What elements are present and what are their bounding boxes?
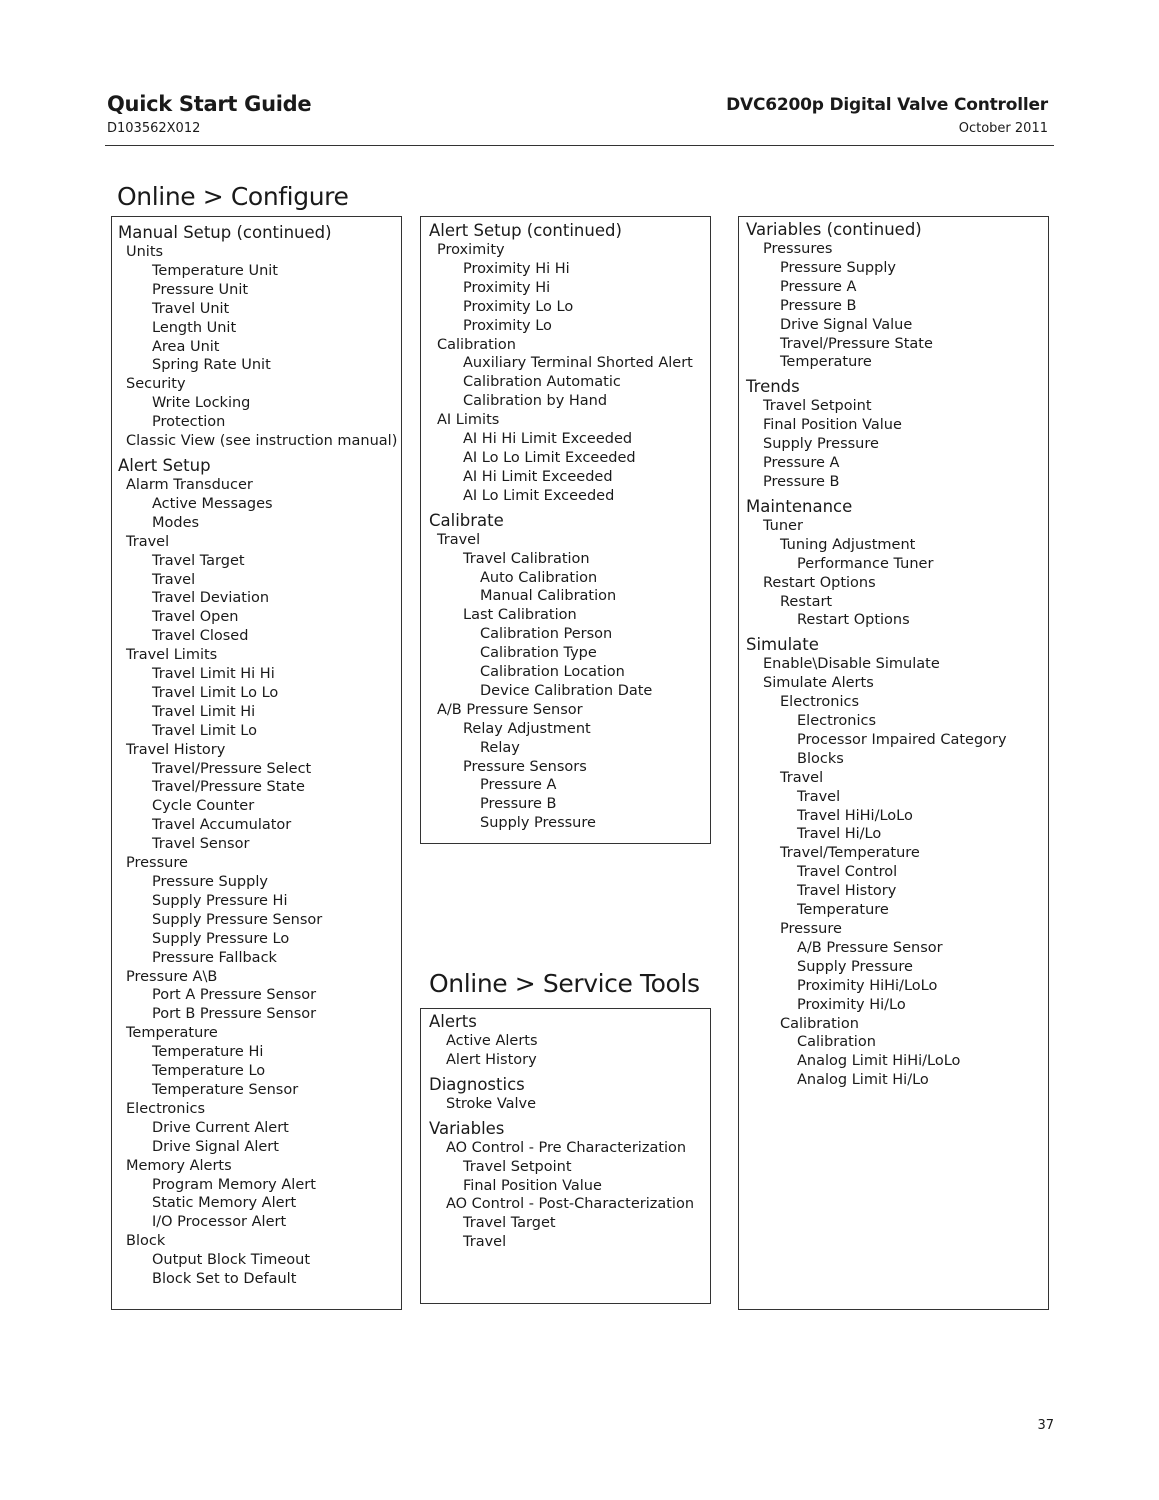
menu-item: Static Memory Alert bbox=[152, 1195, 297, 1212]
menu-item: A/B Pressure Sensor bbox=[437, 701, 583, 718]
menu-item: Travel Setpoint bbox=[463, 1158, 572, 1175]
menu-item: Last Calibration bbox=[463, 607, 577, 624]
menu-item: Program Memory Alert bbox=[152, 1176, 316, 1193]
menu-item: Port B Pressure Sensor bbox=[152, 1006, 317, 1023]
menu-item: Travel bbox=[780, 769, 824, 786]
menu-item: Supply Pressure bbox=[763, 436, 879, 453]
menu-item: Travel bbox=[126, 533, 170, 550]
menu-item: Auto Calibration bbox=[480, 569, 598, 586]
menu-item: Travel History bbox=[126, 741, 226, 758]
menu-item: Travel History bbox=[797, 883, 897, 900]
menu-item: Length Unit bbox=[152, 319, 237, 336]
menu-item: Relay Adjustment bbox=[463, 720, 591, 737]
menu-item: Travel Limit Lo Lo bbox=[152, 684, 279, 701]
header-divider bbox=[105, 145, 1054, 146]
menu-item: Travel Hi/Lo bbox=[797, 826, 882, 843]
menu-item: Travel bbox=[463, 1234, 507, 1251]
menu-item: Travel HiHi/LoLo bbox=[797, 807, 913, 824]
menu-item: Travel Calibration bbox=[463, 550, 590, 567]
menu-item: Temperature bbox=[797, 902, 889, 919]
menu-item: Stroke Valve bbox=[446, 1095, 537, 1112]
product-name: DVC6200p Digital Valve Controller bbox=[726, 95, 1048, 115]
menu-heading: Alert Setup (continued) bbox=[429, 221, 622, 240]
configure-panel-variables-simulate bbox=[738, 216, 1049, 1310]
menu-item: Calibration Type bbox=[480, 645, 597, 662]
menu-item: Alarm Transducer bbox=[126, 476, 253, 493]
menu-item: Calibration bbox=[797, 1034, 876, 1051]
service-tools-section-title: Online > Service Tools bbox=[429, 969, 700, 998]
menu-item: Auxiliary Terminal Shorted Alert bbox=[463, 355, 693, 372]
menu-item: AI Lo Limit Exceeded bbox=[463, 487, 615, 504]
menu-item: Travel/Pressure Select bbox=[152, 760, 312, 777]
menu-item: Travel Limit Lo bbox=[152, 722, 257, 739]
menu-heading: Calibrate bbox=[429, 510, 504, 530]
configure-panel-manual-alert-setup bbox=[111, 216, 402, 1310]
menu-item: Enable\Disable Simulate bbox=[763, 656, 940, 673]
menu-item: Travel/Pressure State bbox=[780, 335, 933, 352]
menu-item: Pressure Sensors bbox=[463, 758, 587, 775]
menu-item: Pressure Supply bbox=[152, 874, 268, 890]
menu-item: Final Position Value bbox=[763, 417, 902, 434]
menu-item: Proximity Lo Lo bbox=[463, 298, 574, 315]
menu-item: Travel bbox=[797, 788, 841, 805]
menu-item: Travel/Temperature bbox=[780, 845, 920, 862]
menu-item: Analog Limit HiHi/LoLo bbox=[797, 1053, 961, 1070]
menu-item: Port A Pressure Sensor bbox=[152, 987, 317, 1004]
menu-item: Calibration Automatic bbox=[463, 374, 621, 391]
menu-item: Pressure B bbox=[480, 796, 557, 813]
menu-item: Spring Rate Unit bbox=[152, 357, 271, 374]
menu-item: Processor Impaired Category bbox=[797, 731, 1007, 748]
menu-item: Restart bbox=[780, 593, 833, 610]
menu-item: Calibration bbox=[780, 1015, 859, 1032]
menu-item: Travel Control bbox=[797, 864, 898, 881]
menu-heading: Variables (continued) bbox=[746, 220, 922, 239]
document-title: Quick Start Guide bbox=[107, 92, 312, 116]
menu-item: Travel Deviation bbox=[152, 590, 270, 607]
menu-item: Travel Unit bbox=[152, 300, 230, 317]
menu-item: Final Position Value bbox=[463, 1177, 602, 1194]
document-date: October 2011 bbox=[958, 121, 1048, 136]
page-number: 37 bbox=[1037, 1418, 1054, 1433]
menu-item: Pressure Unit bbox=[152, 281, 249, 298]
menu-item: Restart Options bbox=[763, 574, 876, 591]
menu-item: Temperature Lo bbox=[152, 1063, 266, 1080]
menu-item: Supply Pressure Lo bbox=[152, 930, 290, 947]
menu-item: A/B Pressure Sensor bbox=[797, 939, 943, 956]
menu-item: Temperature Sensor bbox=[152, 1081, 299, 1098]
menu-item: AI Limits bbox=[437, 412, 500, 429]
menu-item: Calibration bbox=[437, 336, 516, 353]
menu-item: Area Unit bbox=[152, 338, 220, 355]
menu-item: Proximity bbox=[437, 242, 505, 258]
menu-item: AO Control - Post-Characterization bbox=[446, 1196, 695, 1213]
menu-item: Cycle Counter bbox=[152, 798, 255, 815]
menu-item: Output Block Timeout bbox=[152, 1252, 311, 1269]
menu-item: Travel Target bbox=[152, 552, 245, 569]
menu-item: Active Messages bbox=[152, 495, 273, 512]
menu-item: Travel Target bbox=[463, 1215, 556, 1232]
menu-item: Travel Open bbox=[152, 609, 239, 626]
menu-heading: Manual Setup (continued) bbox=[118, 223, 332, 242]
menu-item: Simulate Alerts bbox=[763, 675, 874, 692]
menu-heading: Maintenance bbox=[746, 496, 853, 516]
menu-item: Tuner bbox=[763, 517, 803, 534]
menu-item: Tuning Adjustment bbox=[780, 536, 916, 553]
menu-item: Relay bbox=[480, 739, 520, 756]
menu-item: Pressure Supply bbox=[780, 259, 896, 276]
menu-item: Classic View (see instruction manual) bbox=[126, 433, 398, 450]
menu-item: Travel Sensor bbox=[152, 836, 250, 853]
menu-item: Modes bbox=[152, 514, 200, 531]
menu-heading: Variables bbox=[429, 1118, 505, 1138]
menu-heading: Alerts bbox=[429, 1012, 477, 1031]
menu-item: Pressures bbox=[763, 241, 833, 257]
menu-item: Travel Limit Hi Hi bbox=[152, 666, 275, 683]
menu-item: Alert History bbox=[446, 1051, 537, 1068]
menu-item: AI Lo Lo Limit Exceeded bbox=[463, 449, 636, 466]
menu-heading: Diagnostics bbox=[429, 1074, 525, 1094]
menu-item: Electronics bbox=[780, 694, 860, 711]
menu-item: Proximity Lo bbox=[463, 317, 552, 334]
menu-item: Travel bbox=[437, 531, 481, 548]
menu-item: Pressure Fallback bbox=[152, 949, 277, 966]
configure-section-title: Online > Configure bbox=[117, 182, 349, 211]
menu-heading: Alert Setup bbox=[118, 455, 211, 475]
menu-item: Restart Options bbox=[797, 612, 910, 629]
menu-item: Device Calibration Date bbox=[480, 682, 653, 699]
menu-heading: Simulate bbox=[746, 635, 819, 655]
menu-item: Electronics bbox=[797, 713, 877, 730]
menu-item: Memory Alerts bbox=[126, 1157, 232, 1174]
menu-item: Supply Pressure bbox=[480, 815, 596, 832]
menu-item: Analog Limit Hi/Lo bbox=[797, 1072, 929, 1089]
menu-item: Travel Limits bbox=[126, 647, 218, 664]
menu-item: I/O Processor Alert bbox=[152, 1214, 287, 1231]
menu-item: Proximity HiHi/LoLo bbox=[797, 977, 938, 994]
document-number: D103562X012 bbox=[107, 121, 201, 136]
menu-item: Proximity Hi Hi bbox=[463, 260, 570, 277]
menu-item: Pressure A bbox=[480, 777, 557, 794]
service-tools-panel bbox=[420, 1008, 711, 1304]
menu-item: Temperature Hi bbox=[152, 1044, 264, 1061]
menu-item: Protection bbox=[152, 414, 226, 431]
menu-item: Security bbox=[126, 376, 186, 393]
menu-item: AI Hi Hi Limit Exceeded bbox=[463, 431, 633, 448]
menu-item: Travel Setpoint bbox=[763, 398, 872, 415]
menu-item: Travel Limit Hi bbox=[152, 703, 256, 720]
menu-item: Pressure A\B bbox=[126, 968, 218, 985]
menu-item: Drive Current Alert bbox=[152, 1119, 289, 1136]
menu-item: Pressure A bbox=[763, 455, 840, 472]
menu-item: Calibration Person bbox=[480, 626, 613, 643]
menu-item: Write Locking bbox=[152, 395, 251, 412]
menu-item: Electronics bbox=[126, 1100, 206, 1117]
menu-tree bbox=[746, 219, 1007, 1090]
menu-item: Travel Accumulator bbox=[152, 817, 292, 834]
menu-item: Pressure A bbox=[780, 278, 857, 295]
menu-item: AI Hi Limit Exceeded bbox=[463, 468, 613, 485]
menu-item: Temperature Unit bbox=[152, 262, 278, 279]
menu-item: Travel bbox=[152, 571, 196, 588]
menu-item: Temperature bbox=[780, 354, 872, 371]
menu-item: Performance Tuner bbox=[797, 555, 934, 572]
menu-item: Supply Pressure bbox=[797, 958, 913, 975]
menu-item: Proximity Hi bbox=[463, 279, 551, 296]
menu-item: Temperature bbox=[126, 1025, 218, 1042]
menu-item: Supply Pressure Hi bbox=[152, 892, 288, 909]
menu-item: Calibration Location bbox=[480, 664, 625, 681]
menu-item: Supply Pressure Sensor bbox=[152, 911, 323, 928]
menu-item: Calibration by Hand bbox=[463, 393, 608, 410]
menu-item: AO Control - Pre Characterization bbox=[446, 1139, 687, 1156]
menu-item: Travel/Pressure State bbox=[152, 779, 305, 796]
menu-item: Units bbox=[126, 244, 164, 260]
menu-heading: Trends bbox=[746, 377, 800, 397]
menu-tree bbox=[429, 1011, 694, 1252]
menu-item: Active Alerts bbox=[446, 1033, 538, 1049]
menu-tree bbox=[429, 220, 693, 833]
menu-item: Block Set to Default bbox=[152, 1271, 297, 1288]
configure-panel-alert-calibrate bbox=[420, 216, 711, 844]
menu-item: Drive Signal Value bbox=[780, 316, 913, 333]
menu-item: Pressure B bbox=[780, 297, 857, 314]
menu-item: Drive Signal Alert bbox=[152, 1138, 279, 1155]
menu-item: Blocks bbox=[797, 750, 844, 767]
menu-item: Manual Calibration bbox=[480, 588, 617, 605]
menu-tree bbox=[118, 222, 397, 1289]
menu-item: Proximity Hi/Lo bbox=[797, 996, 906, 1013]
menu-item: Pressure bbox=[126, 855, 188, 872]
menu-item: Block bbox=[126, 1233, 166, 1250]
menu-item: Pressure bbox=[780, 921, 842, 937]
menu-item: Travel Closed bbox=[152, 628, 249, 645]
menu-item: Pressure B bbox=[763, 473, 840, 490]
